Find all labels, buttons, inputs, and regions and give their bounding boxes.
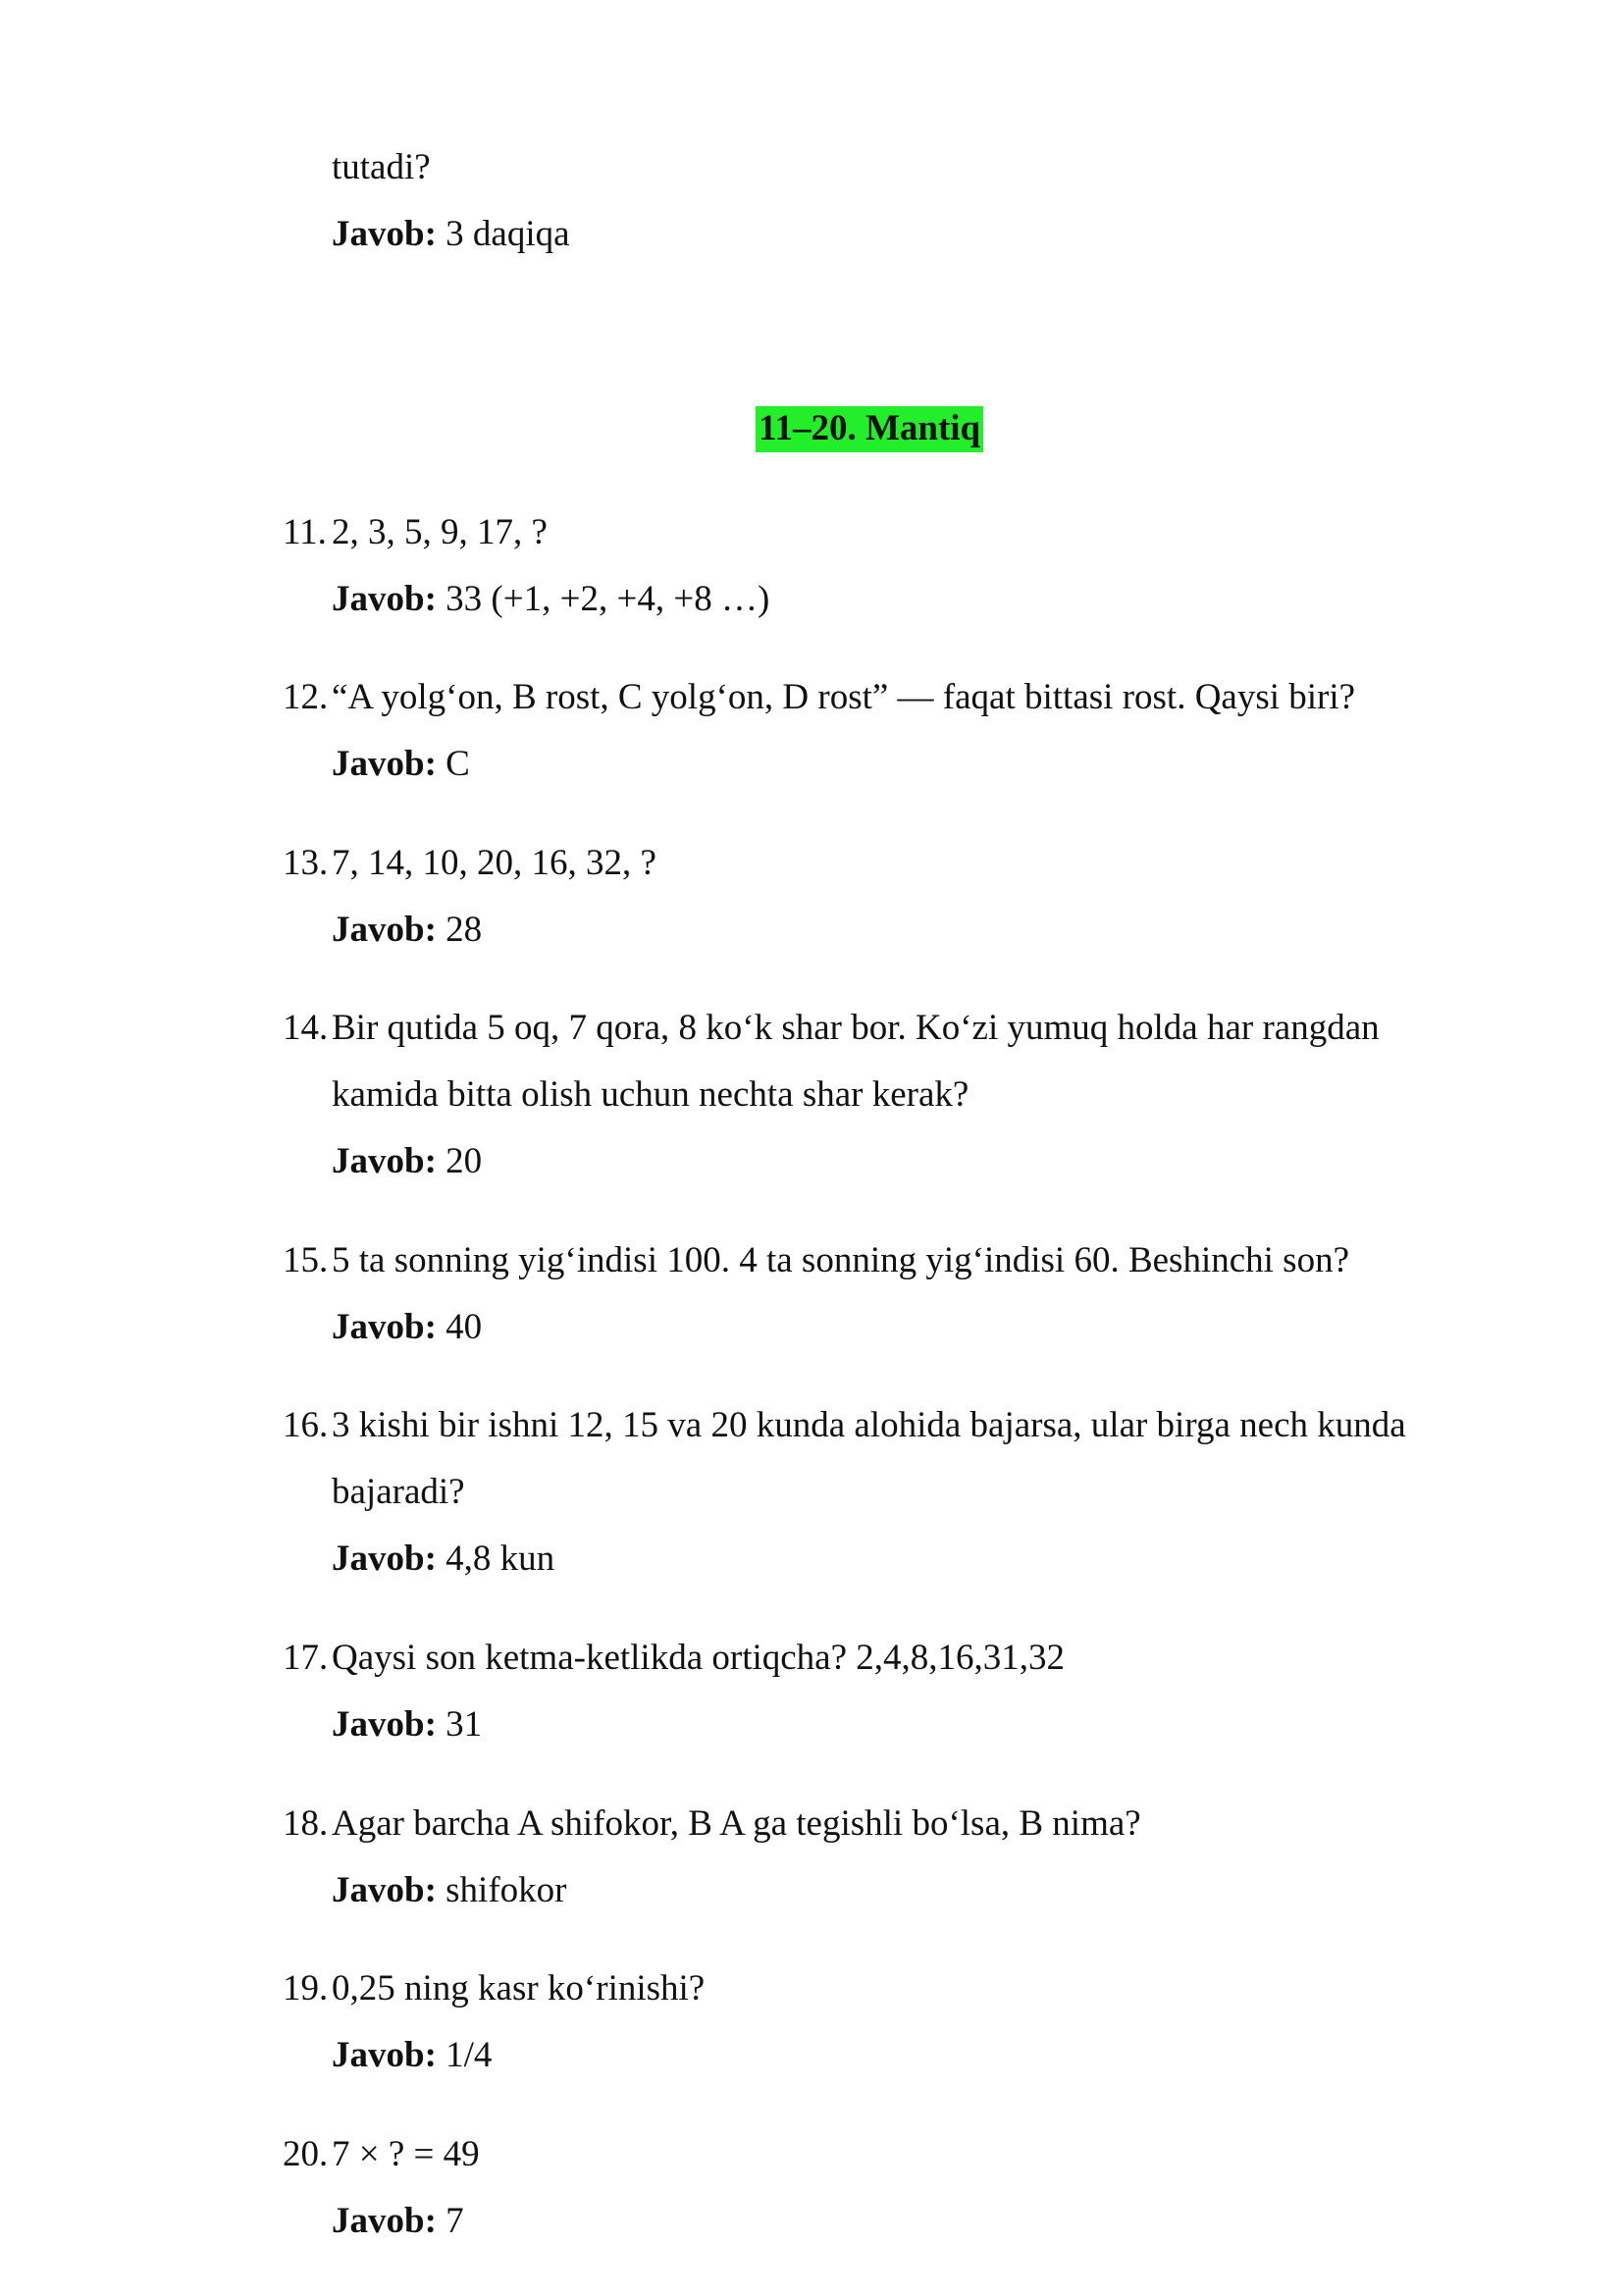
answer-line: [332, 581, 769, 617]
question-text: bajaradi?: [332, 1472, 465, 1512]
answer-value: C: [436, 744, 470, 784]
item-number: 11.: [283, 512, 327, 552]
question-text: Bir qutida 5 oq, 7 qora, 8 ko‘k shar bor. Ko‘zi yumuq holda har rangdan: [332, 1008, 1380, 1048]
question-text: Qaysi son ketma-ketlikda ortiqcha? 2,4,8,16,31,32: [332, 1638, 1066, 1678]
answer-value: 1/4: [436, 2035, 493, 2075]
section-heading: 11–20. Mantiq: [756, 406, 983, 452]
item-number: 15.: [283, 1240, 329, 1280]
answer-value: 4,8 kun: [436, 1539, 555, 1579]
answer-label: Javob:: [332, 2201, 437, 2241]
answer-value: 31: [436, 1704, 483, 1745]
item-number: 13.: [283, 843, 329, 883]
answer-line: [332, 216, 570, 252]
question-continuation: tutadi?: [332, 147, 431, 187]
answer-value: shifokor: [436, 1870, 567, 1910]
question-text: 3 kishi bir ishni 12, 15 va 20 kunda alohida bajarsa, ular birga nech kunda: [332, 1405, 1406, 1445]
item-number: 20.: [283, 2134, 329, 2174]
question-text: Agar barcha A shifokor, B A ga tegishli bo‘lsa, B nima?: [332, 1803, 1141, 1844]
question-text: “A yolg‘on, B rost, C yolg‘on, D rost” — faqat bittasi rost. Qaysi biri?: [332, 677, 1356, 717]
question-text: 7, 14, 10, 20, 16, 32, ?: [332, 843, 656, 883]
question-text: 2, 3, 5, 9, 17, ?: [332, 512, 548, 552]
question-text: 0,25 ning kasr ko‘rinishi?: [332, 1968, 706, 2008]
answer-label: Javob:: [332, 1307, 437, 1347]
answer-label: Javob:: [332, 1704, 437, 1745]
item-number: 14.: [283, 1008, 329, 1048]
answer-line: [332, 1540, 554, 1577]
answer-label: Javob:: [332, 214, 437, 254]
answer-value: 20: [436, 1141, 483, 1181]
answer-label: Javob:: [332, 1141, 437, 1181]
answer-value: 3 daqiqa: [436, 214, 570, 254]
answer-line: [332, 1143, 482, 1179]
answer-label: Javob:: [332, 1870, 437, 1910]
question-text: 5 ta sonning yig‘indisi 100. 4 ta sonning yig‘indisi 60. Beshinchi son?: [332, 1240, 1349, 1280]
item-number: 16.: [283, 1405, 329, 1445]
answer-value: 28: [436, 910, 483, 950]
item-number: 18.: [283, 1803, 329, 1844]
answer-label: Javob:: [332, 579, 437, 619]
answer-line: [332, 1872, 566, 1908]
answer-label: Javob:: [332, 2035, 437, 2075]
answer-line: [332, 1309, 482, 1345]
answer-line: [332, 2203, 464, 2239]
answer-line: [332, 2037, 492, 2073]
item-number: 17.: [283, 1638, 329, 1678]
answer-value: 40: [436, 1307, 483, 1347]
item-number: 19.: [283, 1968, 329, 2008]
answer-line: [332, 912, 482, 948]
answer-label: Javob:: [332, 744, 437, 784]
answer-label: Javob:: [332, 1539, 437, 1579]
answer-label: Javob:: [332, 910, 437, 950]
question-text: kamida bitta olish uchun nechta shar kerak?: [332, 1074, 969, 1115]
question-text: 7 × ? = 49: [332, 2134, 480, 2174]
item-number: 12.: [283, 677, 329, 717]
answer-line: [332, 1706, 482, 1743]
answer-line: [332, 746, 470, 782]
answer-value: 33 (+1, +2, +4, +8 …): [436, 579, 770, 619]
answer-value: 7: [436, 2201, 464, 2241]
